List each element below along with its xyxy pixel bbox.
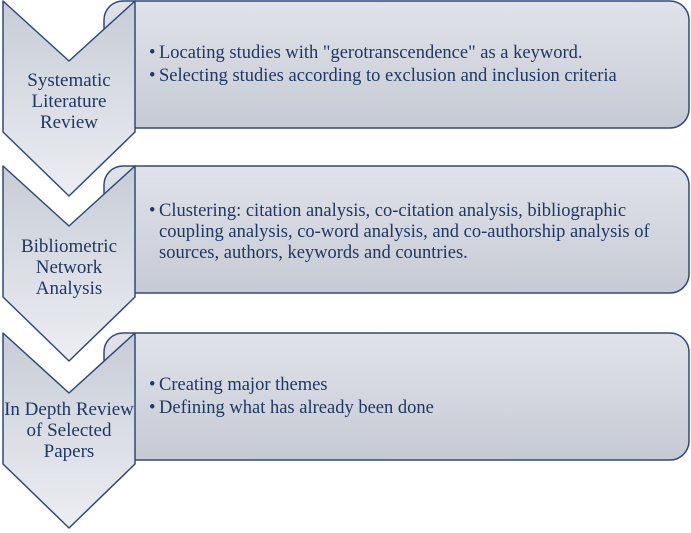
stage-1-label-line-3: Review [39,112,99,133]
stage-2-label-line-3: Analysis [35,278,103,299]
stage-2-label-line-1: Bibliometric [20,236,118,257]
stage-1-bullet-1: • Locating studies with "gerotranscendence" as a keyword. [149,43,669,64]
stage-3-label-line-2: of Selected [26,420,112,441]
stage-2-label [1,236,137,299]
stage-2-label-line-2: Network [35,257,103,278]
stage-1-bullet-2: • Selecting studies according to exclusion and inclusion criteria [149,66,669,87]
stage-1-label [1,70,137,133]
stage-1-label-line-2: Literature [31,91,107,112]
stage-3-bullet-1: • Creating major themes [149,375,669,396]
stage-2-bullet-1: • Clustering: citation analysis, co-citation analysis, bibliographic coupling analysis, co-word analysis, and co-authorship analysis of sources, authors, keywords and countries. [149,201,669,264]
stage-3-bullet-2: • Defining what has already been done [149,398,669,419]
stage-3-bullet-list [149,375,669,421]
stage-1-bullet-list [149,43,669,89]
stage-3-label-line-3: Papers [43,441,95,462]
stage-2-bullet-list [149,201,669,266]
stage-1-label-line-1: Systematic [27,70,111,91]
stage-3-label [1,399,137,462]
stage-3-label-line-1: In Depth Review [4,399,134,420]
